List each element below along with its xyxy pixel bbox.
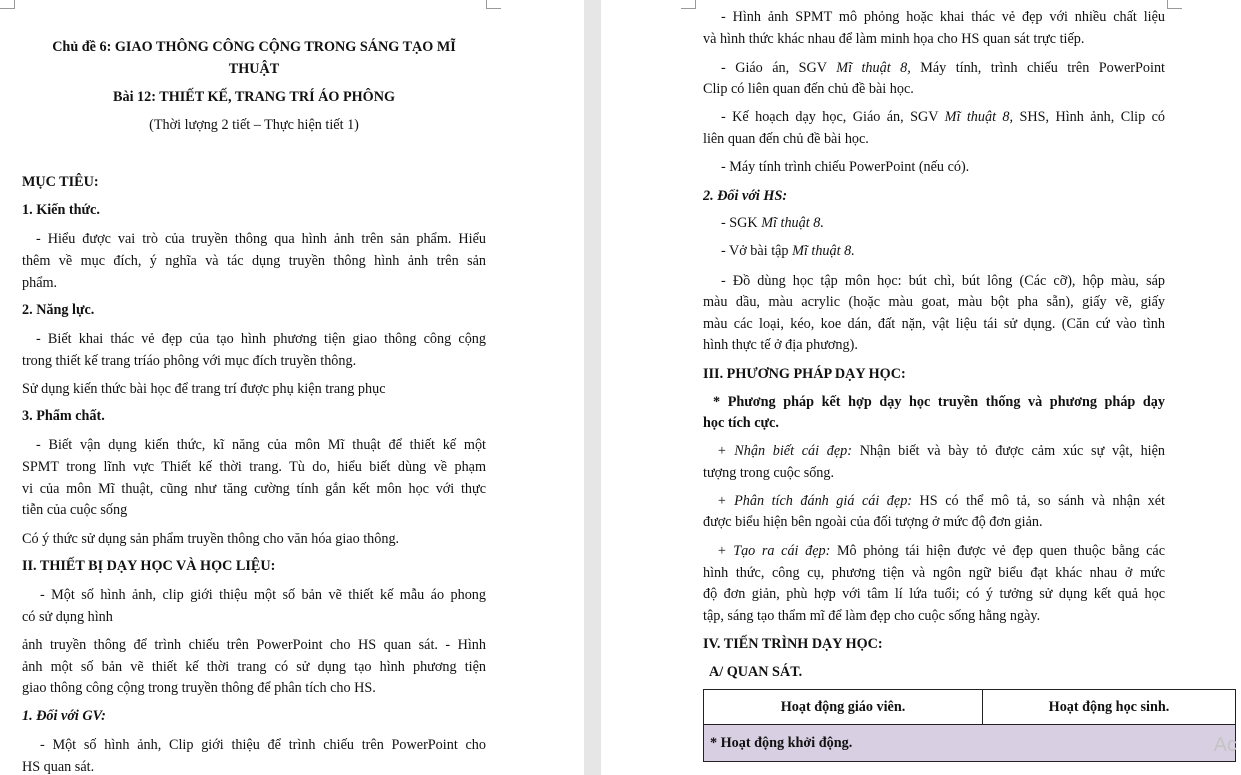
table-header-row	[704, 690, 1236, 725]
text-run: - Kế hoạch dạy học, Giáo án, SGV	[721, 109, 945, 125]
column-header-teacher: Hoạt động giáo viên.	[704, 690, 983, 725]
paragraph-line: trong thiết kế trang tríáo phông với mục đích truyền thông.	[22, 353, 357, 369]
paragraph-line: - Một số hình ảnh, Clip giới thiệu để trình chiếu trên PowerPoint cho	[40, 737, 486, 753]
paragraph-line: - Hình ảnh SPMT mô phỏng hoặc khai thác vẻ đẹp với nhiều chất liệu	[721, 9, 1165, 25]
text-run: HS có thể mô tả, so sánh và nhận xét	[912, 493, 1165, 509]
paragraph-line: hình thực tế ở địa phương).	[703, 337, 858, 353]
paragraph-line: - Một số hình ảnh, clip giới thiệu một số bản vẽ thiết kế mẫu áo phong	[40, 587, 486, 603]
lesson-duration: (Thời lượng 2 tiết – Thực hiện tiết 1)	[149, 117, 359, 133]
text-run-italic: Mĩ thuật 8,	[836, 60, 911, 76]
paragraph-line: - Hiểu được vai trò của truyền thông qua hình ảnh trên sản phẩm. Hiểu	[36, 231, 486, 247]
page-corner-mark	[681, 0, 696, 9]
paragraph-line: giao thông công cộng trong truyền thông để phân tích cho HS.	[22, 680, 376, 696]
topic-title: Chủ đề 6: GIAO THÔNG CÔNG CỘNG TRONG SÁNG TẠO MĨ	[52, 39, 456, 55]
text-run-italic: + Phân tích đánh giá cái đẹp:	[717, 493, 913, 509]
activity-table	[703, 689, 1236, 762]
paragraph-line: - Máy tính trình chiếu PowerPoint (nếu có).	[721, 159, 970, 175]
text-run-italic: Mĩ thuật 8.	[792, 243, 855, 259]
text-run-italic: Mĩ thuật 8,	[944, 109, 1014, 125]
heading-quan-sat: A/ QUAN SÁT.	[709, 664, 803, 680]
paragraph-line: màu dầu, màu acrylic (hoặc màu goat, màu bột pha sẵn), giấy vẽ, giấy	[703, 294, 1165, 310]
paragraph-line: vi của môn Mĩ thuật, cũng như tăng cường tính gắn kết môn học với thực	[22, 481, 486, 497]
paragraph-line: * Phương pháp kết hợp dạy học truyền thống và phương pháp dạy	[713, 394, 1165, 410]
text-run: SHS, Hình ảnh, Clip có	[1013, 109, 1165, 125]
paragraph-line	[703, 441, 1165, 461]
paragraph-line: được biểu hiện bên ngoài của đối tượng ở mức độ đơn giản.	[703, 514, 1043, 530]
heading-doi-voi-gv: 1. Đối với GV:	[22, 708, 106, 724]
paragraph-line: Clip có liên quan đến chủ đề bài học.	[703, 81, 914, 97]
document-page-right	[601, 0, 1241, 775]
paragraph-line: phẩm.	[22, 275, 58, 291]
heading-pham-chat: 3. Phẩm chất.	[22, 408, 105, 424]
text-run-italic: + Nhận biết cái đẹp:	[717, 443, 852, 459]
text-run-italic: + Tạo ra cái đẹp:	[717, 543, 831, 559]
page-corner-mark	[0, 0, 15, 9]
paragraph-line: - Đồ dùng học tập môn học: bút chì, bút lông (Các cỡ), hộp màu, sáp	[721, 273, 1165, 289]
paragraph-line: tập, sáng tạo thẩm mĩ để làm đẹp cho cuộc sống hằng ngày.	[703, 608, 1041, 624]
paragraph-line: thêm về mục đích, ý nghĩa và tác dụng truyền thông hình ảnh trên sản	[22, 253, 486, 269]
page-corner-mark	[1167, 0, 1182, 9]
page-corner-mark	[486, 0, 501, 9]
paragraph-line: tượng trong cuộc sống.	[703, 465, 835, 481]
paragraph-line: có sử dụng hình	[22, 609, 113, 625]
paragraph-line: HS quan sát.	[22, 759, 95, 775]
paragraph-line: hình thức, công cụ, phương tiện và ngôn ngữ biểu đạt khác nhau ở mức	[703, 565, 1165, 581]
document-page-left	[0, 0, 584, 775]
topic-title-cont: THUẬT	[228, 61, 280, 77]
heading-phuong-phap: III. PHƯƠNG PHÁP DẠY HỌC:	[703, 366, 906, 382]
paragraph-line: - Biết khai thác vẻ đẹp của tạo hình phương tiện giao thông công cộng	[36, 331, 486, 347]
paragraph-line	[721, 241, 855, 261]
heading-thiet-bi: II. THIẾT BỊ DẠY HỌC VÀ HỌC LIỆU:	[22, 558, 276, 574]
paragraph-line	[721, 213, 824, 233]
paragraph-line: học tích cực.	[703, 415, 779, 431]
paragraph-line: - Biết vận dụng kiến thức, kĩ năng của môn Mĩ thuật để thiết kế một	[36, 437, 486, 453]
heading-tien-trinh: IV. TIẾN TRÌNH DẠY HỌC:	[703, 636, 883, 652]
paragraph-line	[703, 107, 1165, 127]
paragraph-line: Có ý thức sử dụng sản phẩm truyền thông cho văn hóa giao thông.	[22, 531, 400, 547]
text-run: Nhận biết và bày tỏ được cảm xúc sự vật, hiện	[852, 443, 1165, 459]
paragraph-line: SPMT trong lĩnh vực Thiết kế thời trang. Tù do, hiểu biết dùng về phạm	[22, 459, 486, 475]
paragraph-line	[703, 541, 1165, 561]
text-run: Máy tính, trình chiếu trên PowerPoint	[910, 60, 1165, 76]
paragraph-line	[703, 491, 1165, 511]
paragraph-line: Sử dụng kiến thức bài học để trang trí được phụ kiện trang phục	[22, 381, 386, 397]
paragraph-line: và hình thức khác nhau để làm minh họa cho HS quan sát trực tiếp.	[703, 31, 1085, 47]
paragraph-line: ảnh truyền thông để trình chiếu trên PowerPoint cho HS quan sát. - Hình	[22, 637, 486, 653]
text-run: - Vở bài tập	[721, 243, 793, 259]
heading-doi-voi-hs: 2. Đối với HS:	[703, 188, 788, 204]
paragraph-line: liên quan đến chủ đề bài học.	[703, 131, 869, 147]
column-header-student: Hoạt động học sinh.	[983, 690, 1236, 725]
paragraph-line: ảnh một số bản vẽ thiết kế thời trang có sử dụng tạo hình phương tiện	[22, 659, 486, 675]
heading-kien-thuc: 1. Kiến thức.	[22, 202, 100, 218]
text-run: - SGK	[721, 215, 762, 231]
paragraph-line: màu các loại, kéo, koe dán, đất nặn, vật liệu tái sử dụng. (Căn cứ vào tình	[703, 316, 1165, 332]
row-khoi-dong: * Hoạt động khởi động.	[704, 725, 1236, 762]
table-row	[704, 725, 1236, 762]
text-run-italic: Mĩ thuật 8.	[761, 215, 824, 231]
paragraph-line	[703, 58, 1165, 78]
text-run: Mô phỏng tái hiện được vẻ đẹp quen thuộc bằng các	[830, 543, 1165, 559]
lesson-title: Bài 12: THIẾT KẾ, TRANG TRÍ ÁO PHÔNG	[113, 89, 395, 105]
text-run: - Giáo án, SGV	[721, 60, 837, 76]
heading-nang-luc: 2. Năng lực.	[22, 302, 95, 318]
paragraph-line: độ đơn giản, phù hợp với tâm lí lứa tuổi; có ý tưởng sử dụng kết quả học	[703, 586, 1165, 602]
heading-muc-tieu: MỤC TIÊU:	[22, 174, 99, 190]
activation-watermark: Ac	[1213, 734, 1237, 756]
paragraph-line: tiễn của cuộc sống	[22, 502, 128, 518]
